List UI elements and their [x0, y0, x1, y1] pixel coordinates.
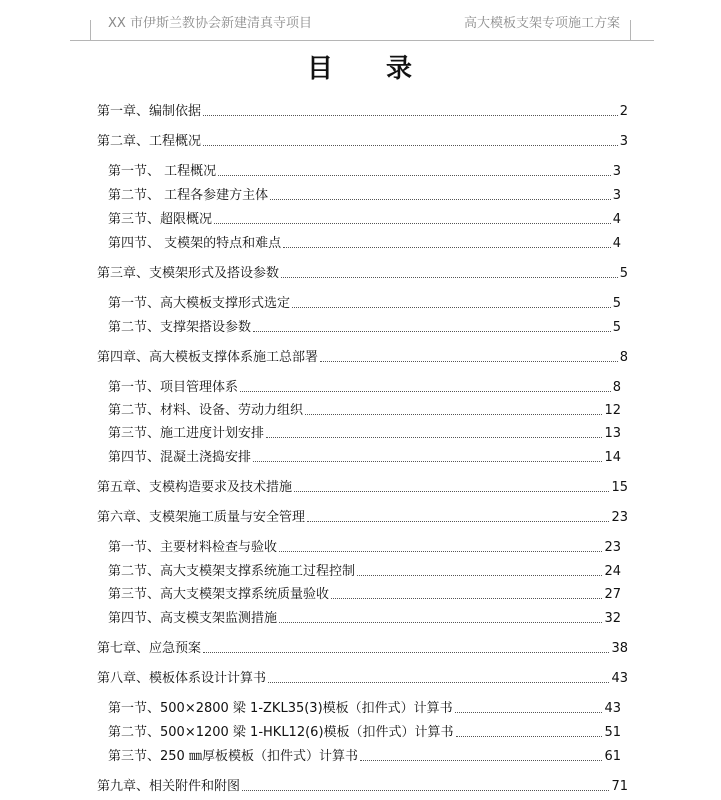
- dot-leader: [266, 436, 602, 438]
- toc-section-entry[interactable]: [108, 208, 621, 228]
- toc-entry-label: 第二节、高大支模架支撑系统施工过程控制: [108, 564, 356, 579]
- toc-entry-label: 第二节、材料、设备、劳动力组织: [108, 403, 304, 418]
- crop-mark-right-vertical: [630, 20, 631, 41]
- toc-page-number: 5: [619, 266, 628, 281]
- toc-entry-label: 第一节、 工程概况: [108, 164, 217, 179]
- toc-entry-label: 第三节、超限概况: [108, 212, 213, 227]
- toc-page-number: 15: [611, 480, 628, 495]
- header-document-name: 高大模板支架专项施工方案: [463, 16, 620, 31]
- toc-page-number: 71: [611, 779, 628, 794]
- toc-entry-label: 第四节、混凝土浇捣安排: [108, 450, 252, 465]
- dot-leader: [455, 711, 603, 713]
- page-header: [90, 0, 630, 41]
- dot-leader: [456, 735, 603, 737]
- toc-page-number: 2: [619, 104, 628, 119]
- toc-entry-label: 第二节、 工程各参建方主体: [108, 188, 269, 203]
- toc-section-entry[interactable]: [108, 583, 621, 603]
- toc-entry-label: 第四节、 支模架的特点和难点: [108, 236, 282, 251]
- dot-leader: [307, 520, 609, 522]
- toc-page-number: 32: [604, 611, 621, 626]
- toc-page-number: 14: [604, 450, 621, 465]
- dot-leader: [320, 360, 618, 362]
- toc-chapter-entry[interactable]: [97, 100, 628, 120]
- toc-section-entry[interactable]: [108, 560, 621, 580]
- toc-page-number: 61: [604, 749, 621, 764]
- toc-entry-label: 第四节、高支模支架监测措施: [108, 611, 278, 626]
- toc-page-number: 5: [612, 296, 621, 311]
- crop-mark-left-vertical: [90, 20, 91, 41]
- dot-leader: [242, 789, 609, 791]
- dot-leader: [294, 490, 609, 492]
- dot-leader: [203, 651, 609, 653]
- crop-mark-left: [70, 40, 90, 41]
- toc-page-number: 4: [612, 236, 621, 251]
- toc-entry-label: 第一节、主要材料检查与验收: [108, 540, 278, 555]
- dot-leader: [240, 390, 611, 392]
- toc-page-number: 8: [619, 350, 628, 365]
- toc-chapter-entry[interactable]: [97, 262, 628, 282]
- dot-leader: [357, 574, 602, 576]
- toc-section-entry[interactable]: [108, 399, 621, 419]
- dot-leader: [305, 413, 602, 415]
- dot-leader: [218, 174, 611, 176]
- toc-page-number: 13: [604, 426, 621, 441]
- toc-chapter-entry[interactable]: [97, 506, 628, 526]
- toc-entry-label: 第七章、应急预案: [97, 641, 202, 656]
- dot-leader: [360, 759, 603, 761]
- dot-leader: [281, 276, 618, 278]
- dot-leader: [270, 198, 611, 200]
- toc-page-number: 23: [611, 510, 628, 525]
- toc-page-number: 24: [604, 564, 621, 579]
- toc-entry-label: 第一章、编制依据: [97, 104, 202, 119]
- toc-section-entry[interactable]: [108, 721, 621, 741]
- dot-leader: [203, 144, 618, 146]
- toc-chapter-entry[interactable]: [97, 476, 628, 496]
- toc-chapter-entry[interactable]: [97, 637, 628, 657]
- dot-leader: [292, 306, 611, 308]
- toc-page-number: 51: [604, 725, 621, 740]
- dot-leader: [331, 597, 602, 599]
- toc-page-number: 12: [604, 403, 621, 418]
- dot-leader: [253, 460, 602, 462]
- dot-leader: [279, 550, 602, 552]
- toc-entry-label: 第三节、施工进度计划安排: [108, 426, 265, 441]
- toc-section-entry[interactable]: [108, 607, 621, 627]
- toc-title: 目 录: [306, 54, 435, 84]
- toc-chapter-entry[interactable]: [97, 667, 628, 687]
- toc-page-number: 3: [612, 188, 621, 203]
- dot-leader: [203, 114, 618, 116]
- toc-page-number: 8: [612, 380, 621, 395]
- toc-chapter-entry[interactable]: [97, 775, 628, 795]
- toc-section-entry[interactable]: [108, 184, 621, 204]
- toc-entry-label: 第一节、500×2800 梁 1-ZKL35(3)模板（扣件式）计算书: [108, 701, 453, 716]
- toc-section-entry[interactable]: [108, 422, 621, 442]
- toc-section-entry[interactable]: [108, 160, 621, 180]
- toc-section-entry[interactable]: [108, 232, 621, 252]
- toc-entry-label: 第三章、支模架形式及搭设参数: [97, 266, 280, 281]
- dot-leader: [283, 246, 611, 248]
- toc-page-number: 3: [612, 164, 621, 179]
- toc-entry-label: 第八章、模板体系设计计算书: [97, 671, 267, 686]
- toc-entry-label: 第五章、支模构造要求及技术措施: [97, 480, 293, 495]
- dot-leader: [253, 330, 611, 332]
- toc-entry-label: 第三节、250 ㎜厚板模板（扣件式）计算书: [108, 749, 358, 764]
- toc-page-number: 43: [611, 671, 628, 686]
- toc-entry-label: 第六章、支模架施工质量与安全管理: [97, 510, 306, 525]
- toc-chapter-entry[interactable]: [97, 346, 628, 366]
- toc-page-number: 27: [604, 587, 621, 602]
- header-project-name: XX 市伊斯兰教协会新建清真寺项目: [108, 16, 312, 31]
- toc-entry-label: 第二节、支撑架搭设参数: [108, 320, 252, 335]
- dot-leader: [268, 681, 609, 683]
- toc-section-entry[interactable]: [108, 446, 621, 466]
- toc-section-entry[interactable]: [108, 745, 621, 765]
- toc-section-entry[interactable]: [108, 697, 621, 717]
- toc-page-number: 23: [604, 540, 621, 555]
- toc-chapter-entry[interactable]: [97, 130, 628, 150]
- toc-entry-label: 第九章、相关附件和附图: [97, 779, 241, 794]
- toc-section-entry[interactable]: [108, 316, 621, 336]
- toc-page-number: 43: [604, 701, 621, 716]
- toc-section-entry[interactable]: [108, 376, 621, 396]
- dot-leader: [214, 222, 611, 224]
- toc-entry-label: 第二节、500×1200 梁 1-HKL12(6)模板（扣件式）计算书: [108, 725, 454, 740]
- crop-mark-right: [630, 40, 654, 41]
- toc-entry-label: 第二章、工程概况: [97, 134, 202, 149]
- toc-entry-label: 第三节、高大支模架支撑系统质量验收: [108, 587, 330, 602]
- toc-entry-label: 第一节、项目管理体系: [108, 380, 239, 395]
- toc-page-number: 3: [619, 134, 628, 149]
- toc-page-number: 4: [612, 212, 621, 227]
- toc-page-number: 5: [612, 320, 621, 335]
- dot-leader: [279, 621, 602, 623]
- toc-section-entry[interactable]: [108, 536, 621, 556]
- toc-page-number: 38: [611, 641, 628, 656]
- toc-entry-label: 第四章、高大模板支撑体系施工总部署: [97, 350, 319, 365]
- toc-section-entry[interactable]: [108, 292, 621, 312]
- toc-entry-label: 第一节、高大模板支撑形式选定: [108, 296, 291, 311]
